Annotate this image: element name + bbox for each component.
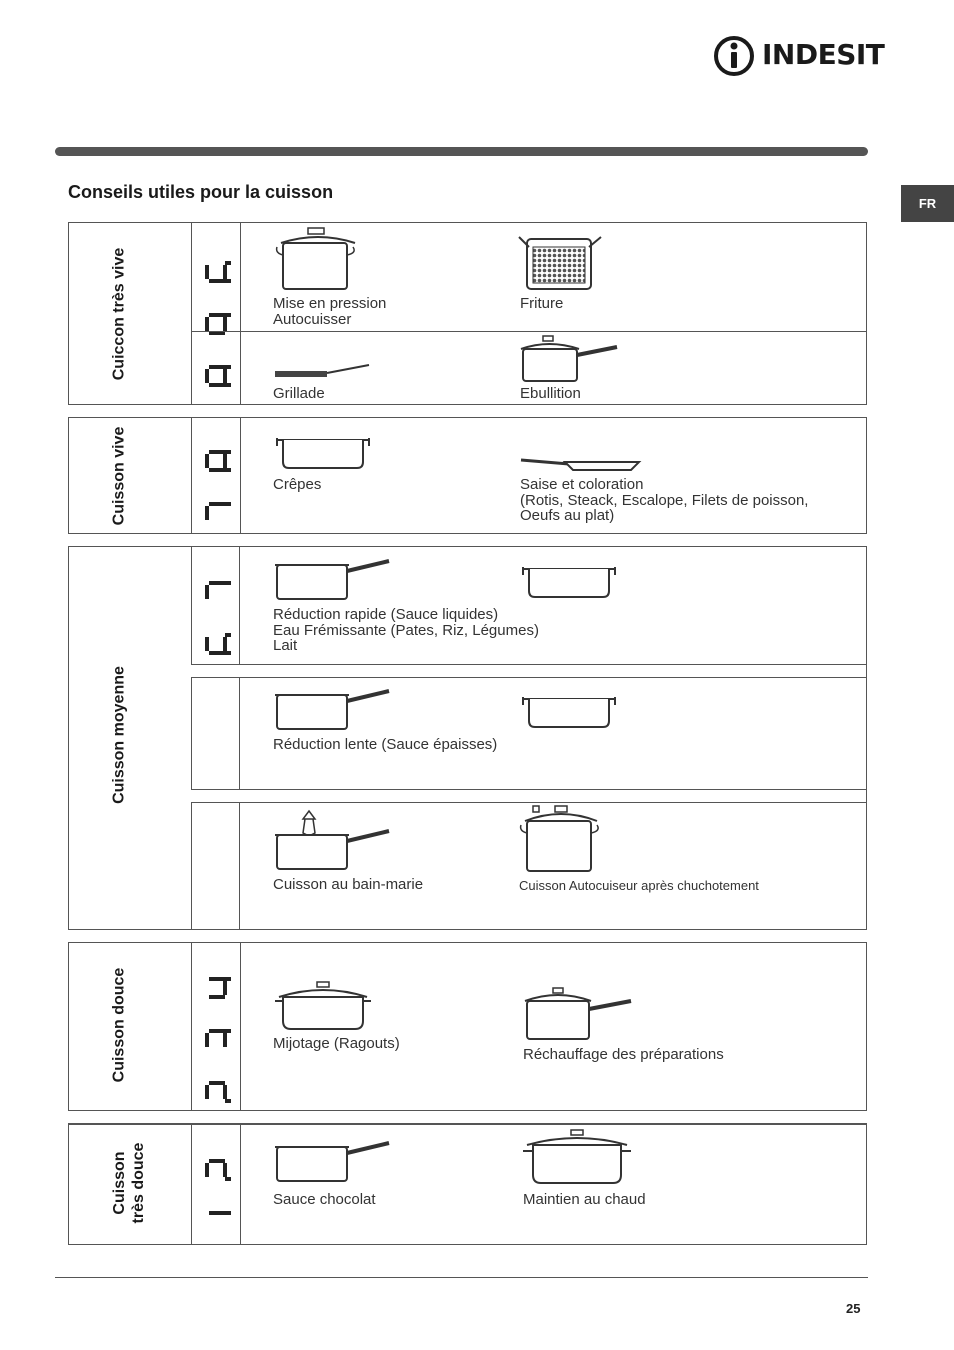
digit-segment-b xyxy=(209,1029,225,1033)
power-level-digits xyxy=(201,426,231,530)
casserole-icon xyxy=(273,432,373,472)
digit-segment-c xyxy=(225,633,231,637)
category-label: Cuiccon très vive xyxy=(110,247,128,381)
level-digit-8 xyxy=(205,365,231,387)
level-digit-4 xyxy=(209,977,231,999)
item-label: Ebullition xyxy=(520,385,581,402)
item-label: Maintien au chaud xyxy=(523,1191,646,1208)
digit-segment-b xyxy=(209,581,225,585)
digit-segment-g xyxy=(223,265,227,279)
digit-segment-e xyxy=(225,383,231,387)
digit-segment-g xyxy=(223,637,227,651)
digit-segment-a xyxy=(205,585,209,599)
power-level-digits xyxy=(201,819,231,919)
category-label: Cuisson douce xyxy=(110,967,128,1083)
footer-rule xyxy=(55,1277,868,1278)
digit-segment-g xyxy=(223,981,227,995)
digit-segment-g xyxy=(223,1033,227,1047)
digit-segment-a xyxy=(205,506,209,520)
digit-segment-f xyxy=(209,383,225,387)
digit-segment-c xyxy=(225,261,231,265)
level-digit-7 xyxy=(205,581,231,599)
level-digit-6 xyxy=(205,261,231,283)
item-label: Cuisson Autocuiseur après chuchotement xyxy=(519,878,759,893)
power-level-digits xyxy=(201,1135,231,1241)
level-digit-2 xyxy=(205,1159,231,1181)
casserole-icon xyxy=(519,691,619,731)
digit-segment-e xyxy=(225,279,231,283)
header-rule xyxy=(55,147,868,156)
digit-segment-e xyxy=(225,1099,231,1103)
saucepan-icon xyxy=(273,685,393,733)
section-vive xyxy=(68,417,867,534)
item-label: Réduction rapide (Sauce liquides) Eau Frémissante (Pates, Riz, Légumes) Lait xyxy=(273,606,539,654)
item-label: Crêpes xyxy=(273,476,322,493)
digit-segment-c xyxy=(225,502,231,506)
digit-segment-f xyxy=(209,995,225,999)
digit-segment-a xyxy=(205,1033,209,1047)
digit-segment-c xyxy=(225,977,231,981)
section-tres-douce xyxy=(68,1124,867,1245)
saucepan-icon xyxy=(273,1137,393,1185)
grill-pan-icon xyxy=(273,359,373,383)
brand-name: INDESIT xyxy=(762,38,885,71)
saucepan-lid-icon xyxy=(521,985,635,1043)
digit-segment-a xyxy=(205,317,209,331)
item-label: Réduction lente (Sauce épaisses) xyxy=(273,736,498,753)
page-number: 25 xyxy=(846,1301,861,1316)
power-level-digits xyxy=(201,687,231,787)
digit-segment-a xyxy=(205,369,209,383)
digit-segment-a xyxy=(205,265,209,279)
item-label: Mijotage (Ragouts) xyxy=(273,1035,400,1052)
level-digit-8 xyxy=(205,450,231,472)
item-label: Friture xyxy=(520,295,564,312)
digit-segment-g xyxy=(223,454,227,468)
digit-segment-e xyxy=(225,468,231,472)
item-label: Cuisson au bain-marie xyxy=(273,876,424,893)
digit-segment-b xyxy=(209,450,225,454)
section-moyenne xyxy=(68,546,867,930)
stew-pot-icon xyxy=(521,1127,633,1187)
saucepan-lid-icon xyxy=(517,333,621,385)
digit-segment-b xyxy=(209,1211,225,1215)
indesit-logo-icon xyxy=(714,34,758,78)
digit-segment-a xyxy=(205,637,209,651)
power-level-digits xyxy=(201,237,231,393)
item-label: Réchauffage des préparations xyxy=(523,1046,724,1063)
brand-logo xyxy=(714,34,885,78)
digit-segment-g xyxy=(223,317,227,331)
digit-segment-e xyxy=(225,1177,231,1181)
digit-segment-e xyxy=(225,651,231,655)
bain-marie-icon xyxy=(273,807,393,873)
power-level-digits xyxy=(201,557,231,657)
level-digit-6 xyxy=(205,633,231,655)
category-label: Cuisson vive xyxy=(110,426,128,526)
digit-segment-b xyxy=(209,1159,225,1163)
digit-segment-c xyxy=(225,1211,231,1215)
item-label: Sauce chocolat xyxy=(273,1191,376,1208)
level-digit-1 xyxy=(209,1211,231,1215)
frying-pan-icon xyxy=(519,454,643,474)
pressure-cooker-icon xyxy=(519,803,603,875)
digit-segment-c xyxy=(225,313,231,317)
category-label: Cuisson très douce xyxy=(111,1142,147,1224)
level-digit-2 xyxy=(205,1081,231,1103)
digit-segment-a xyxy=(205,454,209,468)
digit-segment-c xyxy=(225,581,231,585)
digit-segment-b xyxy=(209,365,225,369)
item-label: Mise en pression Autocuisser xyxy=(273,295,387,328)
digit-segment-b xyxy=(209,313,225,317)
digit-segment-a xyxy=(205,1085,209,1099)
item-label: Saise et coloration (Rotis, Steack, Escalope, Filets de poisson, Oeufs au plat) xyxy=(520,476,809,524)
digit-segment-b xyxy=(209,1081,225,1085)
level-digit-3 xyxy=(205,1029,231,1047)
digit-segment-g xyxy=(223,369,227,383)
digit-segment-a xyxy=(205,1163,209,1177)
digit-segment-f xyxy=(209,279,225,283)
language-tab: FR xyxy=(901,185,954,222)
power-level-digits xyxy=(201,953,231,1109)
digit-segment-b xyxy=(209,502,225,506)
casserole-icon xyxy=(519,561,619,601)
digit-segment-c xyxy=(225,450,231,454)
digit-segment-c xyxy=(225,1029,231,1033)
digit-segment-f xyxy=(209,651,225,655)
digit-segment-g xyxy=(223,1085,227,1099)
pressure-cooker-icon xyxy=(273,225,363,293)
digit-segment-f xyxy=(209,468,225,472)
stew-pot-icon xyxy=(273,979,373,1033)
item-label: Grillade xyxy=(273,385,325,402)
page-title: Conseils utiles pour la cuisson xyxy=(68,182,334,202)
digit-segment-c xyxy=(225,365,231,369)
fryer-basket-icon xyxy=(517,233,603,293)
section-tres-vive xyxy=(68,222,867,405)
category-label: Cuisson moyenne xyxy=(110,666,128,804)
digit-segment-b xyxy=(209,977,225,981)
saucepan-icon xyxy=(273,555,393,603)
level-digit-7 xyxy=(205,502,231,520)
digit-segment-g xyxy=(223,1163,227,1177)
section-douce xyxy=(68,942,867,1111)
